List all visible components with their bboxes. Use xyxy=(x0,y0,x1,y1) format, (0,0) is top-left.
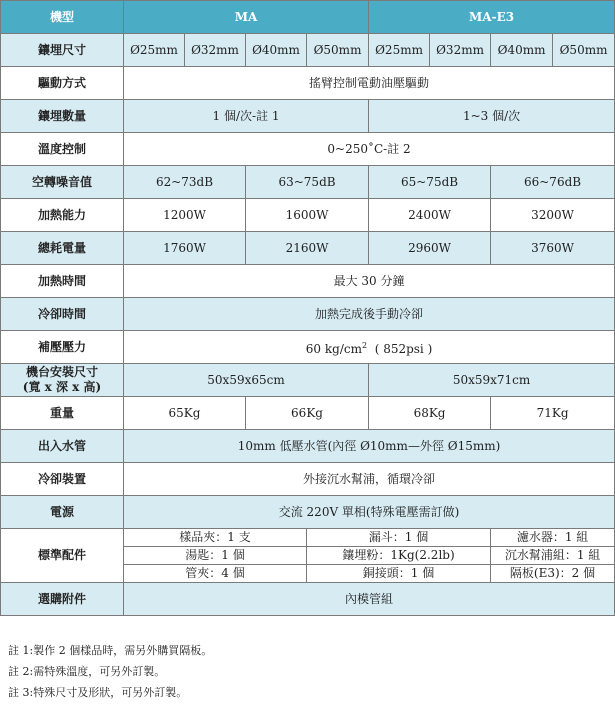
footnotes xyxy=(8,640,212,703)
label-water: 出入水管 xyxy=(1,430,124,463)
label-power: 電源 xyxy=(1,496,124,529)
accessory-cell: 隔板(E3)：2 個 xyxy=(491,565,615,583)
value-quantity-ma-e3: 1~3 個/次 xyxy=(369,100,615,133)
row-sizes xyxy=(1,34,615,67)
accessory-cell: 漏斗：1 個 xyxy=(307,529,491,547)
total-power-cell: 2160W xyxy=(246,232,369,265)
pressure-value: 60 kg/cm xyxy=(305,341,362,356)
accessory-cell: 銅接頭：1 個 xyxy=(307,565,491,583)
weight-cell: 68Kg xyxy=(369,397,491,430)
noise-cell: 65~75dB xyxy=(369,166,491,199)
accessory-cell: 管夾：4 個 xyxy=(124,565,307,583)
value-cool-time: 加熱完成後手動冷卻 xyxy=(124,298,615,331)
noise-cell: 66~76dB xyxy=(491,166,615,199)
row-weight xyxy=(1,397,615,430)
row-water xyxy=(1,430,615,463)
row-noise xyxy=(1,166,615,199)
row-model xyxy=(1,1,615,34)
row-heat-time xyxy=(1,265,615,298)
value-quantity-ma: 1 個/次-註 1 xyxy=(124,100,369,133)
accessory-cell: 濾水器：1 組 xyxy=(491,529,615,547)
value-optional: 內模管組 xyxy=(124,583,615,616)
size-cell: Ø50mm xyxy=(553,34,615,67)
header-ma: MA xyxy=(124,1,369,34)
value-pressure xyxy=(124,331,615,364)
value-dimensions-ma-e3: 50x59x71cm xyxy=(369,364,615,397)
label-temp: 溫度控制 xyxy=(1,133,124,166)
value-cooling: 外接沉水幫浦，循環冷卻 xyxy=(124,463,615,496)
label-quantity: 鑲埋數量 xyxy=(1,100,124,133)
weight-cell: 71Kg xyxy=(491,397,615,430)
size-cell: Ø25mm xyxy=(369,34,430,67)
label-pressure: 補壓壓力 xyxy=(1,331,124,364)
row-optional xyxy=(1,583,615,616)
footnote: 註 1:製作 2 個樣品時，需另外購買隔板。 xyxy=(8,644,213,657)
pressure-psi: ( 852psi ) xyxy=(367,341,433,356)
size-cell: Ø25mm xyxy=(124,34,185,67)
row-heat-power xyxy=(1,199,615,232)
label-optional: 選購附件 xyxy=(1,583,124,616)
weight-cell: 66Kg xyxy=(246,397,369,430)
row-power xyxy=(1,496,615,529)
value-temp: 0~250˚C-註 2 xyxy=(124,133,615,166)
accessory-cell: 鑲埋粉：1Kg(2.2lb) xyxy=(307,547,491,565)
label-sizes: 鑲埋尺寸 xyxy=(1,34,124,67)
size-cell: Ø50mm xyxy=(307,34,369,67)
value-heat-time: 最大 30 分鐘 xyxy=(124,265,615,298)
noise-cell: 63~75dB xyxy=(246,166,369,199)
row-quantity xyxy=(1,100,615,133)
label-drive: 驅動方式 xyxy=(1,67,124,100)
header-ma-e3: MA-E3 xyxy=(369,1,615,34)
pressure-unit-exponent: 2 xyxy=(361,340,368,350)
row-total-power xyxy=(1,232,615,265)
heat-power-cell: 2400W xyxy=(369,199,491,232)
label-total-power: 總耗電量 xyxy=(1,232,124,265)
label-dimensions-line2: (寬 x 深 x 高) xyxy=(22,380,102,394)
label-model: 機型 xyxy=(1,1,124,34)
row-drive xyxy=(1,67,615,100)
heat-power-cell: 1200W xyxy=(124,199,246,232)
size-cell: Ø32mm xyxy=(430,34,491,67)
total-power-cell: 3760W xyxy=(491,232,615,265)
row-pressure xyxy=(1,331,615,364)
row-dimensions xyxy=(1,364,615,397)
accessory-cell: 湯匙：1 個 xyxy=(124,547,307,565)
value-dimensions-ma: 50x59x65cm xyxy=(124,364,369,397)
value-power: 交流 220V 單相(特殊電壓需訂做) xyxy=(124,496,615,529)
label-accessories: 標準配件 xyxy=(1,529,124,583)
value-drive: 搖臂控制電動油壓驅動 xyxy=(124,67,615,100)
label-cooling: 冷卻裝置 xyxy=(1,463,124,496)
size-cell: Ø40mm xyxy=(491,34,553,67)
noise-cell: 62~73dB xyxy=(124,166,246,199)
label-cool-time: 冷卻時間 xyxy=(1,298,124,331)
total-power-cell: 2960W xyxy=(369,232,491,265)
accessory-cell: 樣品夾：1 支 xyxy=(124,529,307,547)
heat-power-cell: 3200W xyxy=(491,199,615,232)
heat-power-cell: 1600W xyxy=(246,199,369,232)
row-temp xyxy=(1,133,615,166)
footnote: 註 3:特殊尺寸及形狀，可另外訂製。 xyxy=(8,686,188,699)
label-dimensions-line1: 機台安裝尺寸 xyxy=(25,365,98,379)
value-water: 10mm 低壓水管(內徑 Ø10mm—外徑 Ø15mm) xyxy=(124,430,615,463)
row-cool-time xyxy=(1,298,615,331)
label-dimensions xyxy=(1,364,124,397)
total-power-cell: 1760W xyxy=(124,232,246,265)
row-accessories xyxy=(1,529,615,547)
label-heat-power: 加熱能力 xyxy=(1,199,124,232)
weight-cell: 65Kg xyxy=(124,397,246,430)
label-weight: 重量 xyxy=(1,397,124,430)
label-heat-time: 加熱時間 xyxy=(1,265,124,298)
label-noise: 空轉噪音值 xyxy=(1,166,124,199)
footnote: 註 2:需特殊溫度，可另外訂製。 xyxy=(8,665,166,678)
size-cell: Ø40mm xyxy=(246,34,307,67)
row-cooling xyxy=(1,463,615,496)
accessory-cell: 沉水幫浦組：1 組 xyxy=(491,547,615,565)
size-cell: Ø32mm xyxy=(185,34,246,67)
